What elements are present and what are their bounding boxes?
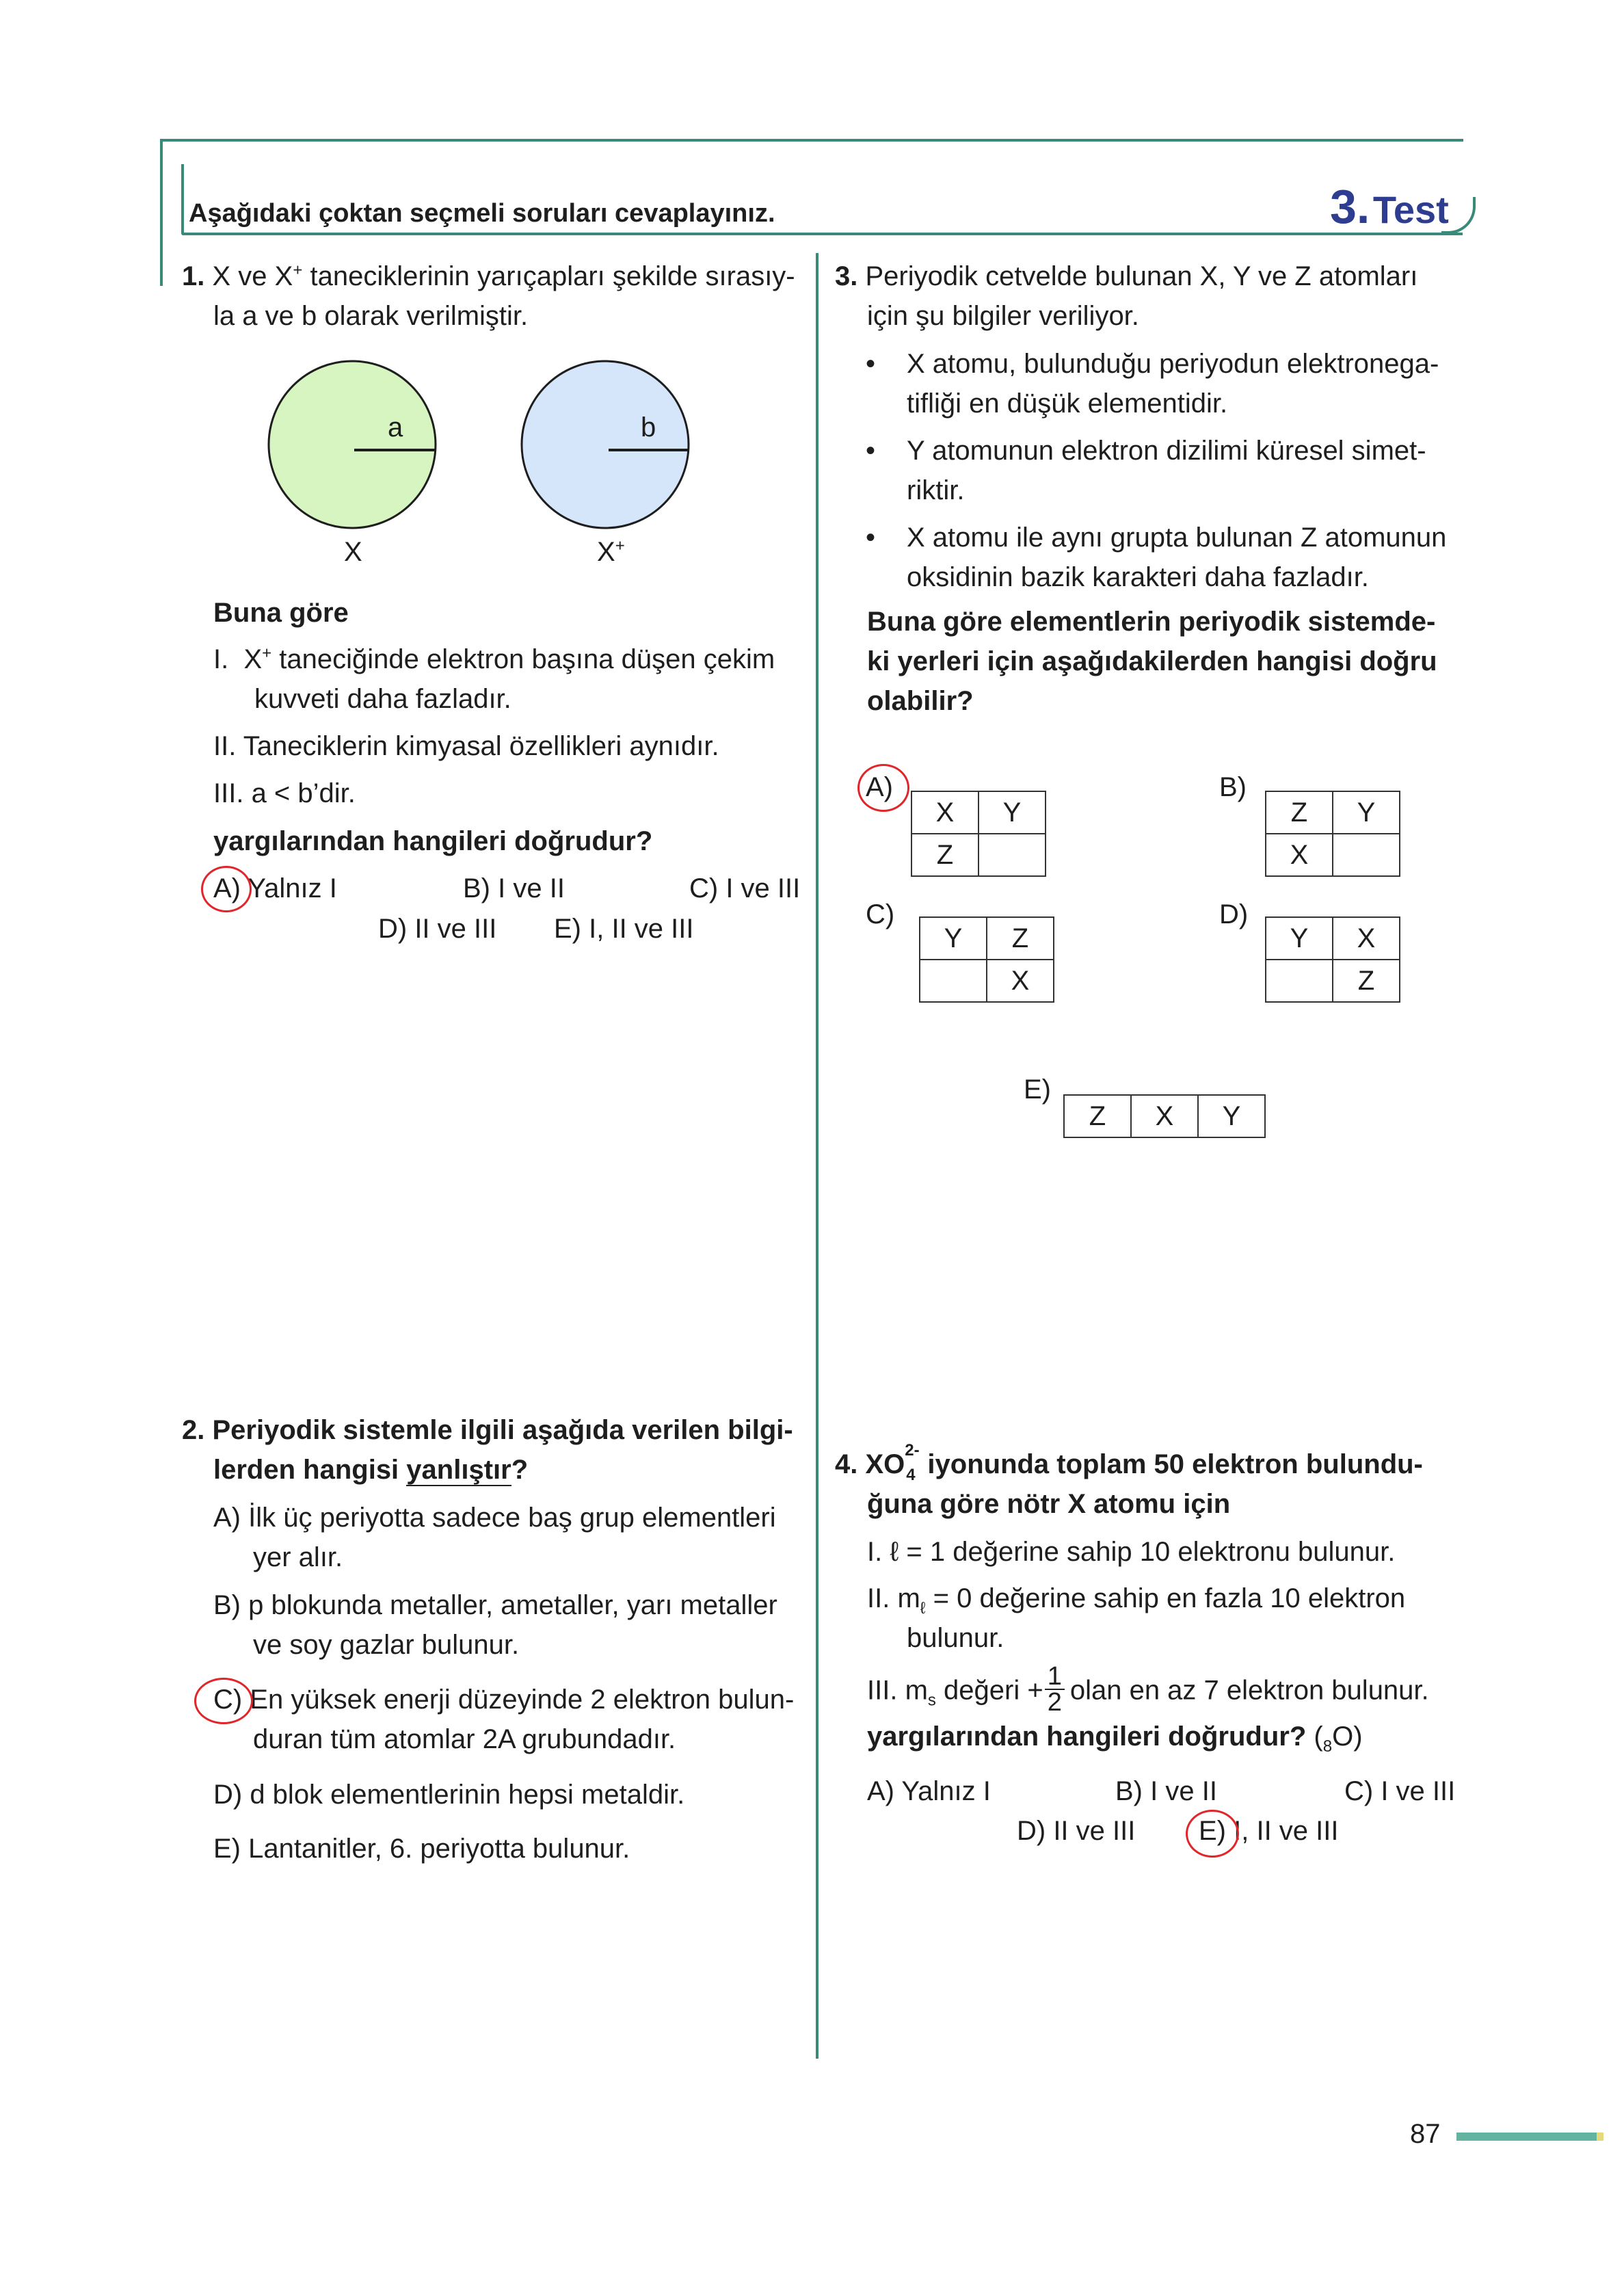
grid-cell: Y (1198, 1095, 1265, 1137)
q1-option-d[interactable]: D) II ve III (378, 914, 497, 944)
q3-info-3-line2: oksidinin bazik karakteri daha fazladır. (907, 562, 1369, 592)
grid-cell: X (1131, 1095, 1198, 1137)
q4-answer-marker (1186, 1810, 1239, 1858)
q2-option-b-line2: ve soy gazlar bulunur. (253, 1630, 520, 1660)
q3-answer-marker (857, 764, 909, 812)
q4-option-d[interactable]: D) II ve III (1017, 1816, 1136, 1846)
q3-option-b[interactable]: B) (1219, 772, 1247, 802)
q1-statement-2: II. Taneciklerin kimyasal özellikleri aynıdır. (213, 731, 719, 761)
grid-cell: Z (1266, 791, 1333, 834)
radius-a-label: a (388, 412, 403, 443)
q1-lead: Buna göre (213, 598, 349, 628)
q3-option-e[interactable]: E) (1024, 1074, 1051, 1105)
q1-ask: yargılarından hangileri doğrudur? (213, 826, 653, 856)
q4-ask: yargılarından hangileri doğrudur? $(_8O)$ (867, 1721, 1363, 1756)
q3-bullet-2: • (866, 436, 876, 466)
q3-info-1-line2: tifliği en düşük elementidir. (907, 388, 1228, 419)
page-number: 87 (1410, 2119, 1441, 2149)
q3-info-2-line2: riktir. (907, 475, 965, 505)
q4-stem-line2: ğuna göre nötr X atomu için (867, 1489, 1231, 1519)
circle-x (269, 361, 436, 528)
q3-info-1-line1: X atomu, bulunduğu periyodun elektronega- (907, 349, 1439, 379)
q4-option-b[interactable]: B) I ve II (1115, 1776, 1217, 1806)
q1-stem-line1: 1. X ve X+ taneciklerinin yarıçapları şekilde sırasıy- (182, 261, 795, 291)
column-divider (816, 253, 818, 2059)
grid-cell: Y (1333, 791, 1400, 834)
q3-stem-line2: için şu bilgiler veriliyor. (867, 301, 1139, 331)
grid-cell: Y (979, 791, 1046, 834)
q1-option-c[interactable]: C) I ve III (689, 873, 801, 903)
q4-formula: XO 2- 4 (865, 1441, 920, 1484)
q2-option-b[interactable]: B) p blokunda metaller, ametaller, yarı metaller (213, 1590, 777, 1620)
q1-number: 1. (182, 261, 205, 291)
q2-option-c[interactable]: C) En yüksek enerji düzeyinde 2 elektron bulun- (213, 1685, 795, 1715)
grid-cell (1333, 834, 1400, 876)
grid-cell: X (1333, 917, 1400, 960)
test-title (1330, 179, 1449, 234)
header-top-rule (160, 139, 1463, 142)
q4-statement-2-line2: bulunur. (907, 1623, 1004, 1653)
q1-answer-marker (201, 866, 252, 912)
grid-cell: Z (1333, 960, 1400, 1002)
q3-stem-line1: 3. Periyodik cetvelde bulunan X, Y ve Z atomları (835, 261, 1418, 291)
grid-cell (1266, 960, 1333, 1002)
q4-fraction: $\frac{1}{2}$ (1045, 1664, 1065, 1715)
q3-option-a[interactable]: A) (866, 772, 893, 802)
q4-option-e[interactable]: E) I, II ve III (1199, 1816, 1339, 1846)
q1-statement-3: III. a < b’dir. (213, 778, 356, 808)
q1-option-e[interactable]: E) I, II ve III (554, 914, 694, 944)
q3-grid-b (1265, 791, 1400, 877)
q1-option-b[interactable]: B) I ve II (463, 873, 565, 903)
grid-cell: Y (1266, 917, 1333, 960)
q1-statement-1-line2: kuvveti daha fazladır. (254, 684, 511, 714)
q3-ask-line3: olabilir? (867, 686, 974, 716)
q4-option-a[interactable]: A) Yalnız I (867, 1776, 991, 1806)
q3-bullet-3: • (866, 523, 876, 553)
q3-bullet-1: • (866, 349, 876, 379)
q4-statement-3: III. $m_s$ değeri + $\frac{1}{2}$ olan en az 7 elektron bulunur. (867, 1662, 1429, 1717)
test-number: 3. (1330, 180, 1370, 233)
grid-cell: Z (1064, 1095, 1131, 1137)
q4-statement-1: I. ℓ = 1 değerine sahip 10 elektronu bulunur. (867, 1537, 1396, 1567)
q3-number: 3. (835, 261, 858, 291)
q2-option-a-line2: yer alır. (253, 1542, 343, 1572)
q1-statement-1: I. X+ taneciğinde elektron başına düşen çekim (213, 644, 775, 674)
q3-grid-d (1265, 916, 1400, 1003)
q2-answer-marker (194, 1678, 253, 1724)
circle-x-plus (522, 361, 689, 528)
q2-number: 2. (182, 1415, 205, 1445)
q3-option-d[interactable]: D) (1219, 899, 1249, 929)
q2-negation-underlined: yanlıştır (406, 1455, 511, 1485)
grid-cell: Z (987, 917, 1054, 960)
instruction-text: Aşağıdaki çoktan seçmeli soruları cevaplayınız. (189, 199, 775, 228)
q3-option-c[interactable]: C) (866, 899, 895, 929)
q2-stem-line1: 2. Periyodik sistemle ilgili aşağıda verilen bilgi- (182, 1415, 793, 1445)
grid-cell: X (987, 960, 1054, 1002)
q3-grid-e (1063, 1094, 1266, 1138)
q4-number: 4. (835, 1449, 858, 1479)
circle-x-label: X (344, 537, 362, 567)
q3-grid-c (919, 916, 1054, 1003)
test-title-swoosh (1441, 197, 1476, 234)
q1-stem-line2: la a ve b olarak verilmiştir. (213, 301, 529, 331)
q3-ask-line2: ki yerleri için aşağıdakilerden hangisi doğru (867, 646, 1437, 676)
test-label: Test (1372, 188, 1449, 231)
circle-x-plus-label: X+ (597, 536, 625, 567)
q2-option-c-line2: duran tüm atomlar 2A grubundadır. (253, 1724, 676, 1754)
q1-option-a[interactable]: A) Yalnız I (213, 873, 337, 903)
grid-cell (979, 834, 1046, 876)
q2-option-d[interactable]: D) d blok elementlerinin hepsi metaldir. (213, 1780, 685, 1810)
grid-cell: X (1266, 834, 1333, 876)
q2-option-a[interactable]: A) İlk üç periyotta sadece baş grup elementleri (213, 1503, 776, 1533)
q1-circles-figure (253, 352, 718, 571)
q2-option-e[interactable]: E) Lantanitler, 6. periyotta bulunur. (213, 1834, 630, 1864)
q3-info-3-line1: X atomu ile aynı grupta bulunan Z atomunun (907, 523, 1447, 553)
q4-stem-line1: 4. XO 2- 4 iyonunda toplam 50 elektron bulundu- (835, 1441, 1423, 1484)
header-left-rule (160, 139, 163, 286)
footer-bar-tip (1597, 2133, 1603, 2141)
q2-stem-line2: lerden hangisi yanlıştır? (213, 1455, 529, 1485)
q3-info-2-line1: Y atomunun elektron dizilimi küresel simet- (907, 436, 1426, 466)
q3-ask-line1: Buna göre elementlerin periyodik sistemde- (867, 607, 1436, 637)
footer-bar (1456, 2133, 1597, 2141)
q4-option-c[interactable]: C) I ve III (1344, 1776, 1456, 1806)
grid-cell: Y (920, 917, 987, 960)
q3-grid-a (911, 791, 1046, 877)
radius-b-label: b (641, 412, 656, 443)
grid-cell: X (911, 791, 979, 834)
grid-cell: Z (911, 834, 979, 876)
q4-statement-2: II. $m_\ell = 0$ değerine sahip en fazla 10 elektron (867, 1583, 1406, 1618)
grid-cell (920, 960, 987, 1002)
